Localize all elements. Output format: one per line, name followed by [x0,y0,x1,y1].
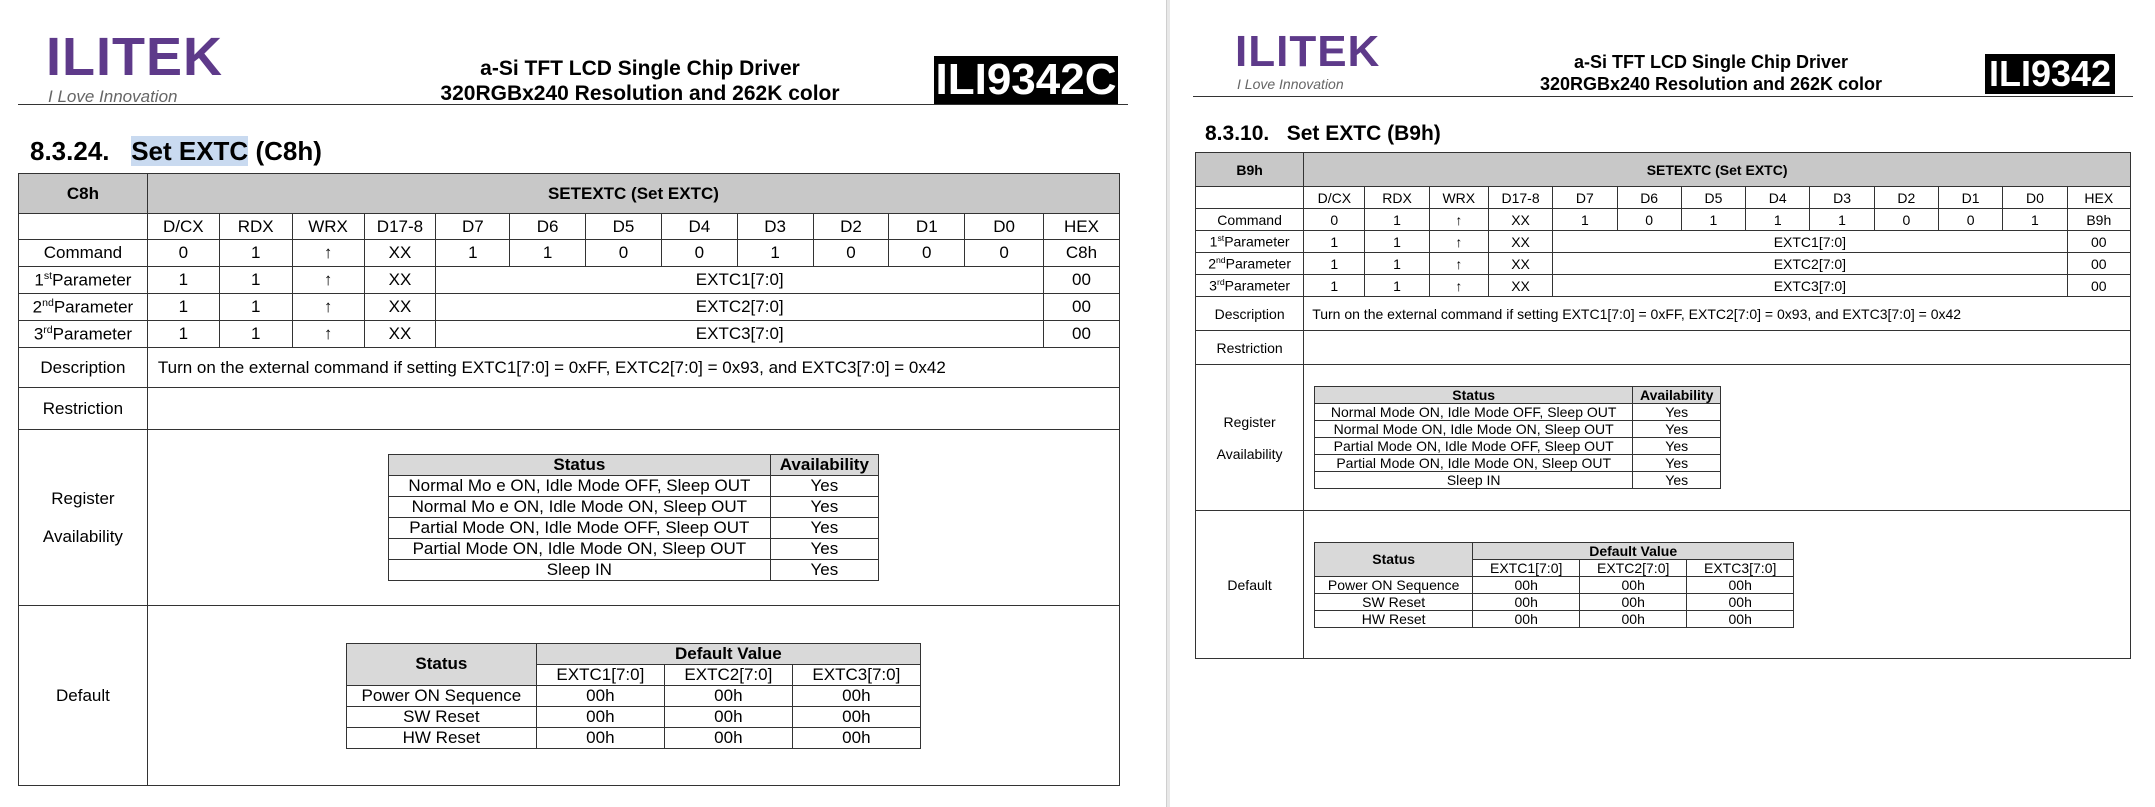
avail-value: Yes [770,560,878,581]
cell: 1 [147,321,219,348]
cell: 1 [147,294,219,321]
cell: C8h [1044,240,1120,267]
avail-header-availability: Availability [770,455,878,476]
section-title-highlight: Set EXTC [131,136,249,166]
brand-tagline: I Love Innovation [1237,76,1344,92]
param-label: 3rdParameter [1196,275,1304,297]
avail-value: Yes [1633,438,1721,455]
right-page [1171,0,2155,807]
avail-status: Normal Mo e ON, Idle Mode OFF, Sleep OUT [388,476,770,497]
cell: 1 [1365,253,1429,275]
avail-header-status: Status [1315,387,1633,404]
default-value: 00h [1580,593,1687,610]
cell: 0 [813,240,889,267]
cell: XX [1488,231,1552,253]
cell: ↑ [1429,253,1488,275]
default-header-status: Status [346,643,536,685]
doc-title [1491,52,1931,95]
col-header: D5 [1681,187,1745,209]
default-value: 00h [792,706,920,727]
col-header: D0 [2003,187,2067,209]
cell: B9h [2067,209,2130,231]
avail-status: Partial Mode ON, Idle Mode ON, Sleep OUT [388,539,770,560]
description-text: Turn on the external command if setting EXTC1[7:0] = 0xFF, EXTC2[7:0] = 0x93, and EXTC3[7:0] = 0x42 [1304,297,2131,331]
col-header: D5 [586,214,662,240]
cell: XX [364,240,436,267]
cell: 1 [1365,209,1429,231]
restriction-text [147,388,1119,430]
restriction-text [1304,331,2131,365]
cell: 1 [219,321,292,348]
header-rule [1193,96,2133,97]
cell: 0 [1617,209,1681,231]
chip-badge: ILI9342C [935,55,1117,104]
register-availability-label: Register Availability [19,430,148,606]
availability-cell [1304,365,2131,511]
section-title: Set EXTC (B9h) [1286,122,1441,145]
section-title-rest: (C8h) [248,136,322,166]
default-label: Default [19,606,148,786]
param-value: EXTC2[7:0] [436,294,1044,321]
brand-name: ILITEK [46,27,223,87]
brand-tagline: I Love Innovation [48,87,178,106]
avail-status: Partial Mode ON, Idle Mode OFF, Sleep OUT [388,518,770,539]
col-header: D2 [813,214,889,240]
default-status: Power ON Sequence [346,685,536,706]
description-label: Description [1196,297,1304,331]
availability-cell [147,430,1119,606]
default-value: 00h [664,706,792,727]
avail-status: Normal Mode ON, Idle Mode OFF, Sleep OUT [1315,404,1633,421]
default-status: HW Reset [346,727,536,748]
default-value: 00h [1687,593,1794,610]
cell: 1 [1553,209,1617,231]
avail-value: Yes [770,497,878,518]
command-name: SETEXTC (Set EXTC) [1304,153,2131,187]
cell: XX [364,294,436,321]
col-header: WRX [292,214,364,240]
default-header-status: Status [1315,542,1473,576]
section-number: 8.3.10. [1205,122,1270,145]
avail-status: Partial Mode ON, Idle Mode ON, Sleep OUT [1315,455,1633,472]
col-header: D6 [1617,187,1681,209]
default-value: 00h [1687,610,1794,627]
default-cell [1304,511,2131,659]
cell: 1 [737,240,813,267]
description-text: Turn on the external command if setting EXTC1[7:0] = 0xFF, EXTC2[7:0] = 0x93, and EXTC3[7:0] = 0x42 [147,348,1119,388]
col-header: D2 [1874,187,1938,209]
cell: 0 [1304,209,1365,231]
cell: 1 [147,267,219,294]
cell: ↑ [1429,209,1488,231]
cell: ↑ [292,321,364,348]
chip-badge: ILI9342 [1985,54,2115,94]
cell: 0 [586,240,662,267]
default-table [346,643,921,749]
default-value: 00h [1473,610,1580,627]
col-header: D17-8 [1488,187,1552,209]
cell: ↑ [292,294,364,321]
cell: 1 [1304,253,1365,275]
default-value: 00h [792,727,920,748]
cell: 1 [1304,275,1365,297]
cell: 0 [1938,209,2002,231]
default-col: EXTC3[7:0] [792,664,920,685]
cell: 00 [2067,253,2130,275]
param-value: EXTC2[7:0] [1553,253,2067,275]
command-table [18,173,1120,786]
default-status: SW Reset [1315,593,1473,610]
avail-status: Sleep IN [388,560,770,581]
default-value: 00h [792,685,920,706]
cell: 1 [1681,209,1745,231]
cell: 1 [2003,209,2067,231]
default-col: EXTC3[7:0] [1687,559,1794,576]
avail-status: Sleep IN [1315,472,1633,489]
col-header: D/CX [147,214,219,240]
col-header: WRX [1429,187,1488,209]
cell: 0 [147,240,219,267]
default-status: Power ON Sequence [1315,576,1473,593]
param-value: EXTC1[7:0] [436,267,1044,294]
col-header: D17-8 [364,214,436,240]
col-header: D4 [1746,187,1810,209]
cell: 1 [436,240,510,267]
cell: 00 [1044,294,1120,321]
param-label: 3rdParameter [19,321,148,348]
avail-value: Yes [770,476,878,497]
avail-value: Yes [1633,404,1721,421]
page-divider [1166,0,1170,807]
cell: 0 [889,240,965,267]
cell: 1 [219,240,292,267]
default-value: 00h [1580,610,1687,627]
avail-header-status: Status [388,455,770,476]
param-value: EXTC3[7:0] [1553,275,2067,297]
cell: 0 [1874,209,1938,231]
doc-title-line1: a-Si TFT LCD Single Chip Driver [480,57,800,80]
default-value: 00h [664,727,792,748]
default-value: 00h [664,685,792,706]
default-col: EXTC1[7:0] [536,664,664,685]
cell: 0 [661,240,737,267]
cell: 00 [2067,231,2130,253]
avail-status: Normal Mo e ON, Idle Mode ON, Sleep OUT [388,497,770,518]
command-code: C8h [19,174,148,214]
param-value: EXTC1[7:0] [1553,231,2067,253]
avail-header-availability: Availability [1633,387,1721,404]
col-header: HEX [1044,214,1120,240]
default-value: 00h [536,685,664,706]
default-header-value: Default Value [536,643,920,664]
blank [1196,187,1304,209]
doc-title-line2: 320RGBx240 Resolution and 262K color [1539,73,1883,94]
default-value: 00h [1687,576,1794,593]
ilitek-logo [46,27,223,106]
col-header: D3 [737,214,813,240]
avail-status: Partial Mode ON, Idle Mode OFF, Sleep OUT [1315,438,1633,455]
cell: 1 [1304,231,1365,253]
default-col: EXTC2[7:0] [664,664,792,685]
col-header: D1 [889,214,965,240]
col-header: D6 [510,214,586,240]
cell: 1 [219,267,292,294]
param-label: 2ndParameter [1196,253,1304,275]
default-status: SW Reset [346,706,536,727]
cell: 00 [1044,267,1120,294]
col-header: D0 [965,214,1044,240]
command-code: B9h [1196,153,1304,187]
cell: ↑ [1429,275,1488,297]
col-header: D/CX [1304,187,1365,209]
cell: 1 [510,240,586,267]
default-cell [147,606,1119,786]
cell: ↑ [1429,231,1488,253]
section-heading [1205,122,1441,146]
doc-title-line2: 320RGBx240 Resolution and 262K color [440,82,840,106]
description-label: Description [19,348,148,388]
header-rule [18,104,1128,105]
cell: ↑ [292,267,364,294]
default-col: EXTC1[7:0] [1473,559,1580,576]
cell: 1 [219,294,292,321]
param-value: EXTC3[7:0] [436,321,1044,348]
default-col: EXTC2[7:0] [1580,559,1687,576]
col-header: D7 [436,214,510,240]
avail-value: Yes [1633,472,1721,489]
row-label: Command [1196,209,1304,231]
col-header: D1 [1938,187,2002,209]
default-value: 00h [1473,593,1580,610]
cell: ↑ [292,240,364,267]
avail-value: Yes [1633,421,1721,438]
cell: XX [364,321,436,348]
cell: 1 [1365,231,1429,253]
param-label: 1stParameter [19,267,148,294]
doc-title [380,56,900,106]
param-label: 2ndParameter [19,294,148,321]
col-header: D3 [1810,187,1874,209]
cell: 1 [1365,275,1429,297]
cell: XX [1488,209,1552,231]
col-header: RDX [1365,187,1429,209]
restriction-label: Restriction [1196,331,1304,365]
avail-value: Yes [770,539,878,560]
cell: XX [1488,275,1552,297]
col-header: D7 [1553,187,1617,209]
blank [19,214,148,240]
default-label: Default [1196,511,1304,659]
default-value: 00h [1473,576,1580,593]
avail-value: Yes [1633,455,1721,472]
availability-table [388,454,879,581]
brand-name: ILITEK [1235,27,1381,76]
col-header: HEX [2067,187,2130,209]
default-value: 00h [536,727,664,748]
cell: 00 [1044,321,1120,348]
cell: 00 [2067,275,2130,297]
doc-title-line1: a-Si TFT LCD Single Chip Driver [1573,52,1849,72]
default-value: 00h [536,706,664,727]
row-label: Command [19,240,148,267]
cell: 1 [1810,209,1874,231]
command-name: SETEXTC (Set EXTC) [147,174,1119,214]
ilitek-logo [1235,27,1381,92]
col-header: RDX [219,214,292,240]
section-heading [30,136,322,167]
register-availability-label: Register Availability [1196,365,1304,511]
param-label: 1stParameter [1196,231,1304,253]
cell: 1 [1746,209,1810,231]
default-status: HW Reset [1315,610,1473,627]
section-number: 8.3.24. [30,136,110,166]
default-value: 00h [1580,576,1687,593]
cell: XX [1488,253,1552,275]
col-header: D4 [661,214,737,240]
cell: 0 [965,240,1044,267]
availability-table [1314,386,1721,489]
avail-value: Yes [770,518,878,539]
default-table [1314,542,1794,628]
command-table [1195,152,2131,659]
restriction-label: Restriction [19,388,148,430]
default-header-value: Default Value [1473,542,1794,559]
cell: XX [364,267,436,294]
avail-status: Normal Mode ON, Idle Mode ON, Sleep OUT [1315,421,1633,438]
